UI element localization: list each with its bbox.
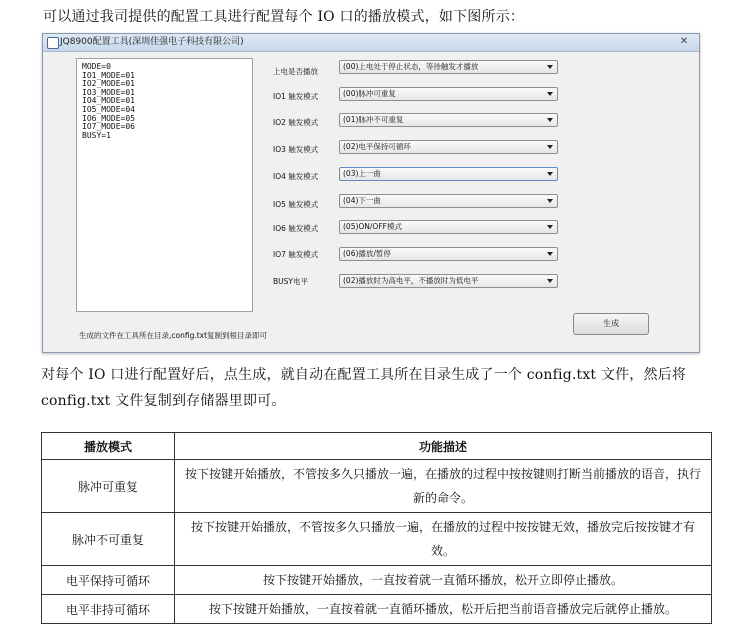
chevron-down-icon [547, 172, 553, 176]
select-value: (00)脉冲可重复 [343, 89, 396, 98]
io4-mode-select[interactable] [339, 167, 558, 181]
select-value: (05)ON/OFF模式 [343, 222, 402, 231]
table-header-row [42, 433, 712, 460]
power-on-play-select[interactable] [339, 60, 558, 74]
select-value: (03)上一曲 [343, 169, 381, 178]
window-title: JQ8900配置工具(深圳佳强电子科技有限公司) [60, 37, 244, 47]
io2-mode-label: IO2 触发模式 [273, 118, 319, 127]
intro-text: 可以通过我司提供的配置工具进行配置每个 IO 口的播放模式，如下图所示： [43, 9, 525, 25]
busy-level-select[interactable] [339, 274, 558, 288]
mode-name-cell: 电平非持可循环 [42, 595, 175, 624]
config-line: IO3_MODE=01 [82, 87, 135, 97]
io3-mode-select[interactable] [339, 140, 558, 154]
chevron-down-icon [547, 199, 553, 203]
table-row [42, 460, 712, 513]
select-value: (02)电平保持可循环 [343, 142, 411, 151]
table-row [42, 595, 712, 624]
config-preview-textbox[interactable] [76, 58, 253, 312]
instruction-paragraph: 对每个 IO 口进行配置好后，点生成，就自动在配置工具所在目录生成了一个 config.txt 文件，然后将 config.txt 文件复制到存储器里即可。 [41, 367, 687, 409]
chevron-down-icon [547, 65, 553, 69]
io7-mode-select[interactable] [339, 247, 558, 261]
config-line: IO6_MODE=05 [82, 113, 135, 123]
io2-mode-select[interactable] [339, 113, 558, 127]
chevron-down-icon [547, 252, 553, 256]
config-line: IO7_MODE=06 [82, 122, 135, 132]
table-row [42, 566, 712, 595]
config-line: BUSY=1 [82, 130, 111, 140]
power-on-play-label: 上电是否播放 [273, 67, 318, 76]
select-value: (01)脉冲不可重复 [343, 115, 404, 124]
io4-mode-label: IO4 触发模式 [273, 172, 319, 181]
busy-level-label: BUSY电平 [273, 277, 308, 286]
generate-button[interactable]: 生成 [573, 313, 649, 335]
config-line: MODE=0 [82, 62, 111, 71]
io6-mode-label: IO6 触发模式 [273, 224, 319, 233]
close-button[interactable]: ✕ [679, 36, 689, 47]
select-value: (04)下一曲 [343, 196, 381, 205]
mode-desc-cell: 按下按键开始播放，一直按着就一直循环播放，松开后把当前语音播放完后就停止播放。 [175, 595, 712, 624]
config-line: IO5_MODE=04 [82, 104, 135, 114]
io1-mode-label: IO1 触发模式 [273, 92, 319, 101]
config-line: IO4_MODE=01 [82, 96, 135, 106]
column-header: 功能描述 [175, 433, 712, 460]
chevron-down-icon [547, 279, 553, 283]
chevron-down-icon [547, 118, 553, 122]
config-line: IO2_MODE=01 [82, 79, 135, 89]
select-value: (02)播放时为高电平，不播放时为低电平 [343, 276, 479, 285]
io5-mode-label: IO5 触发模式 [273, 200, 319, 209]
chevron-down-icon [547, 145, 553, 149]
io5-mode-select[interactable] [339, 194, 558, 208]
window-titlebar [43, 34, 699, 52]
mode-name-cell: 电平保持可循环 [42, 566, 175, 595]
mode-name-cell: 脉冲不可重复 [42, 513, 175, 566]
mode-desc-cell: 按下按键开始播放，一直按着就一直循环播放，松开立即停止播放。 [175, 566, 712, 595]
select-value: (06)播放/暂停 [343, 249, 391, 258]
footer-note: 生成的文件在工具所在目录,config.txt复制到根目录即可 [79, 331, 268, 340]
config-line: IO1_MODE=01 [82, 70, 135, 80]
chevron-down-icon [547, 225, 553, 229]
mode-desc-cell: 按下按键开始播放，不管按多久只播放一遍，在播放的过程中按按键无效，播放完后按按键才有效。 [175, 513, 712, 566]
config-tool-window [42, 33, 700, 353]
select-value: (00)上电处于停止状态，等待触发才播放 [343, 62, 479, 71]
io1-mode-select[interactable] [339, 87, 558, 101]
io6-mode-select[interactable] [339, 220, 558, 234]
app-icon [47, 37, 59, 49]
io3-mode-label: IO3 触发模式 [273, 145, 319, 154]
io7-mode-label: IO7 触发模式 [273, 250, 319, 259]
play-mode-table [41, 432, 712, 624]
mode-desc-cell: 按下按键开始播放，不管按多久只播放一遍，在播放的过程中按按键则打断当前播放的语音，执行新的命令。 [175, 460, 712, 513]
table-row [42, 513, 712, 566]
mode-name-cell: 脉冲可重复 [42, 460, 175, 513]
chevron-down-icon [547, 92, 553, 96]
column-header: 播放模式 [42, 433, 175, 460]
